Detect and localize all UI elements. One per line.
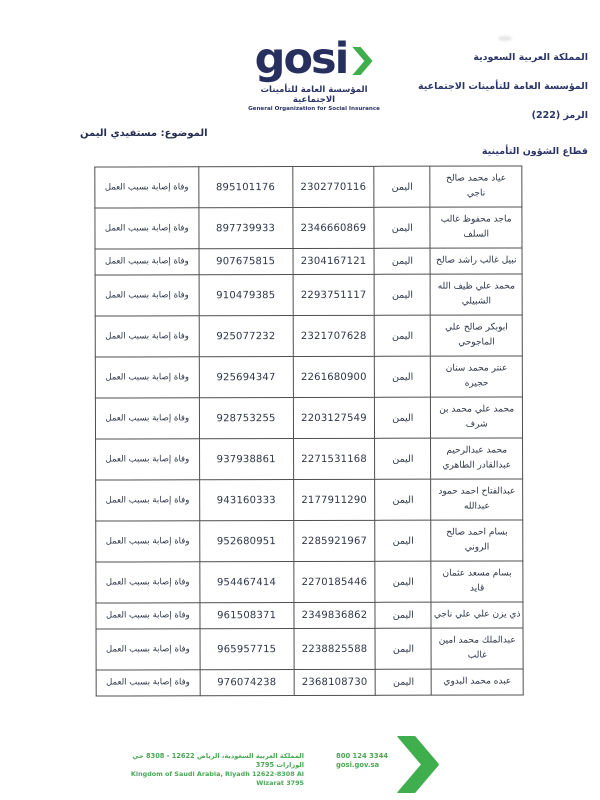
footer-address-arabic: المملكة العربية السعودية، الرياض 12622 - 8308 حي الوزارات 3795 (132, 752, 304, 769)
beneficiary-number-cell: 952680951 (199, 521, 293, 562)
insurance-number-cell: 2238825588 (294, 628, 376, 669)
beneficiary-name-cell: محمد علي محمد بن شرف (431, 397, 523, 438)
cause-cell: وفاة إصابة بسبب العمل (96, 562, 200, 603)
table-row (96, 438, 523, 480)
cause-cell: وفاة إصابة بسبب العمل (96, 603, 200, 629)
country-cell: اليمن (375, 438, 431, 479)
country-cell: اليمن (375, 356, 431, 397)
insurance-number-cell: 2346660869 (293, 207, 375, 248)
beneficiary-name-cell: عبدالفتاح احمد حمود عبدالله (431, 479, 523, 520)
beneficiary-number-cell: 965957715 (200, 629, 294, 670)
country-cell: اليمن (375, 397, 431, 438)
beneficiary-name-cell: نبيل غالب راشد صالح (430, 248, 522, 274)
insurance-number-cell: 2271531168 (293, 438, 375, 479)
country-cell: اليمن (375, 628, 431, 669)
beneficiary-name-cell: عبدالملك محمد امين غالب (431, 628, 523, 669)
country-cell: اليمن (374, 248, 430, 274)
beneficiary-name-cell: بسام احمد صالح الروني (431, 520, 523, 561)
country-cell: اليمن (374, 207, 430, 248)
table-row (95, 397, 522, 439)
cause-cell: وفاة إصابة بسبب العمل (95, 249, 199, 275)
table-row (95, 356, 522, 398)
beneficiary-number-cell: 897739933 (198, 208, 292, 249)
beneficiary-number-cell: 925077232 (199, 316, 293, 357)
letterhead-country-line: المملكة العربية السعودية (473, 52, 588, 63)
beneficiary-name-cell: محمد عبدالرحيم عبدالقادر الطاهري (431, 438, 523, 479)
insurance-number-cell: 2177911290 (293, 479, 375, 520)
table-row (95, 274, 522, 316)
logo-arabic-name: المؤسسة العامة للتأمينات الاجتماعية (260, 85, 368, 105)
sector-line: قطاع الشؤون التأمينية (481, 146, 588, 157)
beneficiary-number-cell: 976074238 (200, 670, 294, 696)
cause-cell: وفاة إصابة بسبب العمل (95, 357, 199, 398)
logo-chevron-right-icon (352, 47, 373, 79)
beneficiary-name-cell: عياد محمد صالح ناجي (430, 166, 522, 207)
cause-cell: وفاة إصابة بسبب العمل (95, 316, 199, 357)
beneficiary-number-cell: 961508371 (200, 603, 294, 629)
table-row (96, 669, 523, 696)
table-row (95, 248, 522, 275)
country-cell: اليمن (375, 479, 431, 520)
gosi-logo (243, 34, 385, 113)
cause-cell: وفاة إصابة بسبب العمل (96, 439, 200, 480)
country-cell: اليمن (375, 669, 431, 695)
country-cell: اليمن (375, 520, 431, 561)
insurance-number-cell: 2270185446 (293, 561, 375, 602)
insurance-number-cell: 2293751117 (293, 274, 375, 315)
beneficiary-name-cell: عنتر محمد سنان حجيره (431, 356, 523, 397)
letterhead-right-block (418, 52, 588, 139)
footer-address-english: Kingdom of Saudi Arabia, Riyadh 12622-8308 Al Wizarat 3795 (130, 770, 304, 787)
table-body (95, 166, 523, 696)
cause-cell: وفاة إصابة بسبب العمل (95, 208, 199, 249)
gosi-wordmark-row (243, 34, 385, 84)
country-cell: اليمن (375, 602, 431, 628)
cause-cell: وفاة إصابة بسبب العمل (95, 167, 199, 208)
beneficiary-name-cell: محمد علي ظيف الله الشبيلي (430, 274, 522, 315)
beneficiary-number-cell: 954467414 (199, 562, 293, 603)
subject-line: الموضوع: مستفيدي اليمن (80, 128, 208, 139)
table-row (96, 628, 523, 670)
beneficiary-number-cell: 907675815 (199, 249, 293, 275)
table-row (95, 315, 522, 357)
letterhead-code-line: الرمز (222) (531, 110, 588, 121)
beneficiary-name-cell: ذي يزن علي علي ناجي (431, 602, 523, 628)
country-cell: اليمن (374, 274, 430, 315)
cause-cell: وفاة إصابة بسبب العمل (95, 275, 199, 316)
country-cell: اليمن (375, 561, 431, 602)
cause-cell: وفاة إصابة بسبب العمل (96, 521, 200, 562)
beneficiary-number-cell: 895101176 (198, 167, 292, 208)
table-row (95, 207, 522, 249)
cause-cell: وفاة إصابة بسبب العمل (96, 480, 200, 521)
footer-address (118, 752, 304, 788)
beneficiary-number-cell: 937938861 (199, 439, 293, 480)
footer-phone: 800 124 3344 (336, 752, 389, 760)
beneficiaries-table (94, 165, 523, 696)
footer-website: gosi.gov.sa (336, 761, 380, 769)
beneficiary-name-cell: ابوبكر صالح علي الماجوحي (431, 315, 523, 356)
footer-contact (336, 752, 388, 770)
country-cell: اليمن (374, 166, 430, 207)
insurance-number-cell: 2368108730 (294, 669, 376, 695)
insurance-number-cell: 2302770116 (292, 166, 374, 207)
table-row (96, 520, 523, 562)
logo-english-name: General Organization for Social Insurance (248, 106, 380, 112)
beneficiary-name-cell: ماجد محفوظ غالب السلف (430, 207, 522, 248)
insurance-number-cell: 2285921967 (293, 520, 375, 561)
beneficiary-number-cell: 925694347 (199, 357, 293, 398)
beneficiary-number-cell: 943160333 (199, 480, 293, 521)
letterhead-organization-line: المؤسسة العامة للتأمينات الاجتماعية (418, 81, 588, 92)
table-row (95, 166, 522, 208)
scan-smudge (498, 36, 512, 41)
beneficiary-name-cell: بسام مسعد عثمان قايد (431, 561, 523, 602)
insurance-number-cell: 2349836862 (294, 602, 376, 628)
table-row (96, 479, 523, 521)
gosi-wordmark: gosi (254, 34, 348, 84)
beneficiary-number-cell: 910479385 (199, 275, 293, 316)
country-cell: اليمن (375, 315, 431, 356)
cause-cell: وفاة إصابة بسبب العمل (95, 398, 199, 439)
insurance-number-cell: 2321707628 (293, 315, 375, 356)
insurance-number-cell: 2304167121 (293, 248, 375, 274)
beneficiary-name-cell: عبده محمد البدوي (432, 669, 524, 695)
beneficiary-number-cell: 928753255 (199, 398, 293, 439)
footer-chevron-right-icon (396, 736, 440, 797)
insurance-number-cell: 2261680900 (293, 356, 375, 397)
table-row (96, 561, 523, 603)
table-row (96, 602, 523, 629)
cause-cell: وفاة إصابة بسبب العمل (96, 670, 200, 696)
cause-cell: وفاة إصابة بسبب العمل (96, 629, 200, 670)
insurance-number-cell: 2203127549 (293, 397, 375, 438)
